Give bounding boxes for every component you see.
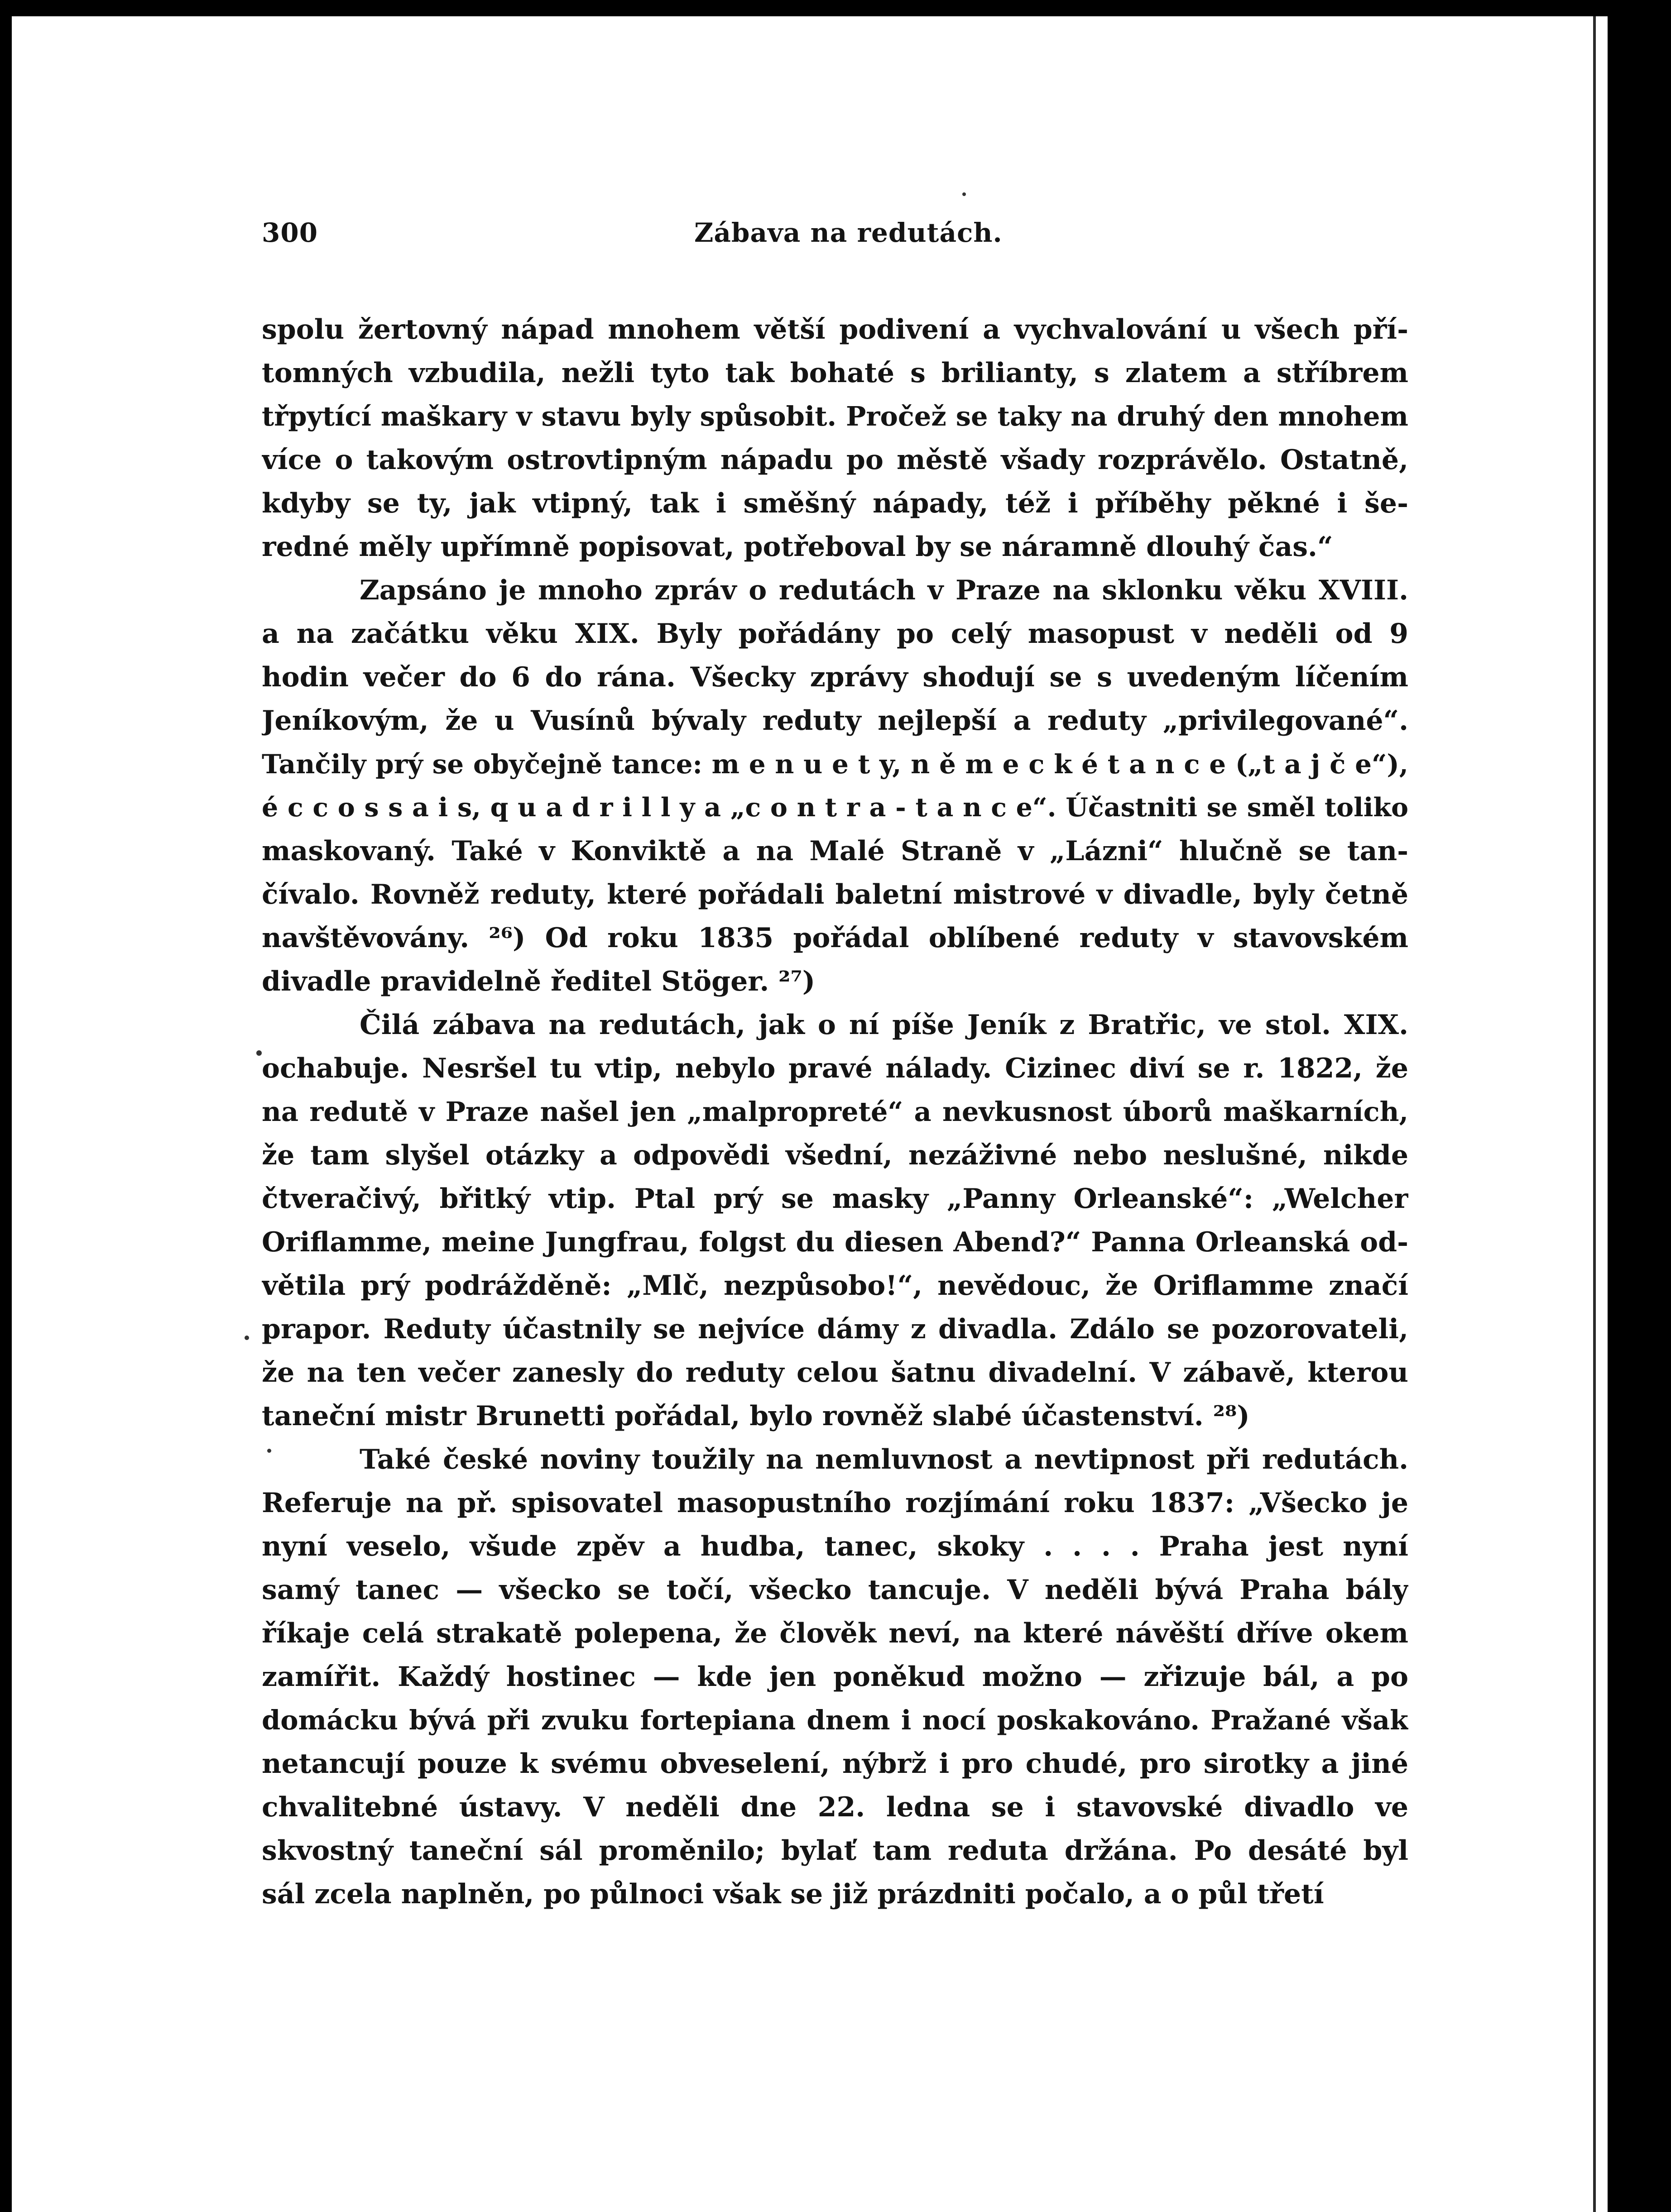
text-line: hodin večer do 6 do rána. Všecky zprávy shodují se s uvedeným líčením bbox=[262, 661, 1408, 693]
scan-speck bbox=[256, 1050, 262, 1056]
text-line: kdyby se ty, jak vtipný, tak i směšný nápady, též i příběhy pěkné i še- bbox=[262, 488, 1408, 519]
text-line: Jeníkovým, že u Vusínů bývaly reduty nejlepší a reduty „privilegované“. bbox=[262, 705, 1408, 737]
text-line: nyní veselo, všude zpěv a hudba, tanec, skoky . . . . Praha jest nyní bbox=[262, 1531, 1408, 1562]
scan-speck bbox=[962, 192, 966, 196]
text-line: maskovaný. Také v Konviktě a na Malé Straně v „Lázni“ hlučně se tan- bbox=[262, 835, 1408, 867]
text-line: redné měly upřímně popisovat, potřeboval by se náramně dlouhý čas.“ bbox=[262, 531, 1333, 563]
scan-border-right bbox=[1608, 0, 1671, 2212]
text-line: větila prý podrážděně: „Mlč, nezpůsobo!“, nevědouc, že Oriflamme značí bbox=[262, 1270, 1408, 1302]
running-title: Zábava na redutách. bbox=[694, 217, 1003, 248]
text-line: tomných vzbudila, nežli tyto tak bohaté s brilianty, s zlatem a stříbrem bbox=[262, 357, 1408, 389]
text-line: Zapsáno je mnoho zpráv o redutách v Praze na sklonku věku XVIII. bbox=[360, 575, 1408, 606]
text-line: Tančily prý se obyčejně tance: m e n u e t y, n ě m e c k é t a n c e („t a j č e“), bbox=[262, 749, 1408, 780]
text-line: že na ten večer zanesly do reduty celou šatnu divadelní. V zábavě, kterou bbox=[262, 1357, 1408, 1388]
text-line: že tam slyšel otázky a odpovědi všední, nezáživné nebo neslušné, nikde bbox=[262, 1140, 1408, 1171]
text-line: taneční mistr Brunetti pořádal, bylo rovněž slabé účastenství. ²⁸) bbox=[262, 1400, 1250, 1432]
text-line: Také české noviny toužily na nemluvnost a nevtipnost při redutách. bbox=[360, 1444, 1408, 1475]
text-line: prapor. Reduty účastnily se nejvíce dámy z divadla. Zdálo se pozorovateli, bbox=[262, 1313, 1408, 1345]
paragraph bbox=[262, 1003, 1408, 1438]
text-line: více o takovým ostrovtipným nápadu po městě všady rozprávělo. Ostatně, bbox=[262, 444, 1408, 476]
scan-border-top bbox=[0, 0, 1671, 16]
text-line: a na začátku věku XIX. Byly pořádány po celý masopust v neděli od 9 bbox=[262, 618, 1408, 650]
text-line: čívalo. Rovněž reduty, které pořádali baletní mistrové v divadle, byly četně bbox=[262, 879, 1408, 910]
text-line: Čilá zábava na redutách, jak o ní píše Jeník z Bratřic, ve stol. XIX. bbox=[360, 1009, 1408, 1041]
text-line: čtveračivý, břitký vtip. Ptal prý se masky „Panny Orleanské“: „Welcher bbox=[262, 1183, 1408, 1215]
text-line: navštěvovány. ²⁶) Od roku 1835 pořádal oblíbené reduty v stavovském bbox=[262, 922, 1408, 954]
paragraph bbox=[262, 569, 1408, 1003]
text-line: říkaje celá strakatě polepena, že člověk neví, na které návěští dříve okem bbox=[262, 1618, 1408, 1649]
text-line: ochabuje. Nesršel tu vtip, nebylo pravé nálady. Cizinec diví se r. 1822, že bbox=[262, 1053, 1408, 1084]
text-line: zamířit. Každý hostinec — kde jen poněkud možno — zřizuje bál, a po bbox=[262, 1661, 1408, 1693]
page-number: 300 bbox=[262, 217, 318, 248]
text-line: chvalitebné ústavy. V neděli dne 22. ledna se i stavovské divadlo ve bbox=[262, 1791, 1408, 1823]
page-edge-line bbox=[1593, 16, 1596, 2212]
paragraph bbox=[262, 308, 1408, 569]
scan-speck bbox=[245, 1336, 249, 1340]
text-line: domácku bývá při zvuku fortepiana dnem i nocí poskakováno. Pražané však bbox=[262, 1704, 1408, 1736]
body-text bbox=[262, 308, 1408, 1916]
text-line: třpytící maškary v stavu byly spůsobit. Pročež se taky na druhý den mnohem bbox=[262, 401, 1408, 432]
text-line: skvostný taneční sál proměnilo; bylať tam reduta držána. Po desáté byl bbox=[262, 1835, 1408, 1867]
text-line: spolu žertovný nápad mnohem větší podivení a vychvalování u všech pří- bbox=[262, 314, 1408, 345]
text-line: divadle pravidelně ředitel Stöger. ²⁷) bbox=[262, 966, 816, 997]
scan-border-left bbox=[0, 0, 12, 2212]
text-line: na redutě v Praze našel jen „malpropreté“ a nevkusnost úborů maškarních, bbox=[262, 1096, 1408, 1127]
text-line: Referuje na př. spisovatel masopustního rozjímání roku 1837: „Všecko je bbox=[262, 1487, 1408, 1519]
text-line: Oriflamme, meine Jungfrau, folgst du diesen Abend?“ Panna Orleanská od- bbox=[262, 1226, 1408, 1258]
page-header bbox=[262, 217, 1398, 258]
text-line: sál zcela naplněn, po půlnoci však se již prázdniti počalo, a o půl třetí bbox=[262, 1878, 1324, 1910]
text-line: é c c o s s a i s, q u a d r i l l y a „c o n t r a - t a n c e“. Účastniti se směl toliko bbox=[262, 792, 1408, 823]
text-line: samý tanec — všecko se točí, všecko tancuje. V neděli bývá Praha bály bbox=[262, 1574, 1408, 1606]
text-line: netancují pouze k svému obveselení, nýbrž i pro chudé, pro sirotky a jiné bbox=[262, 1748, 1408, 1780]
paragraph bbox=[262, 1438, 1408, 1916]
